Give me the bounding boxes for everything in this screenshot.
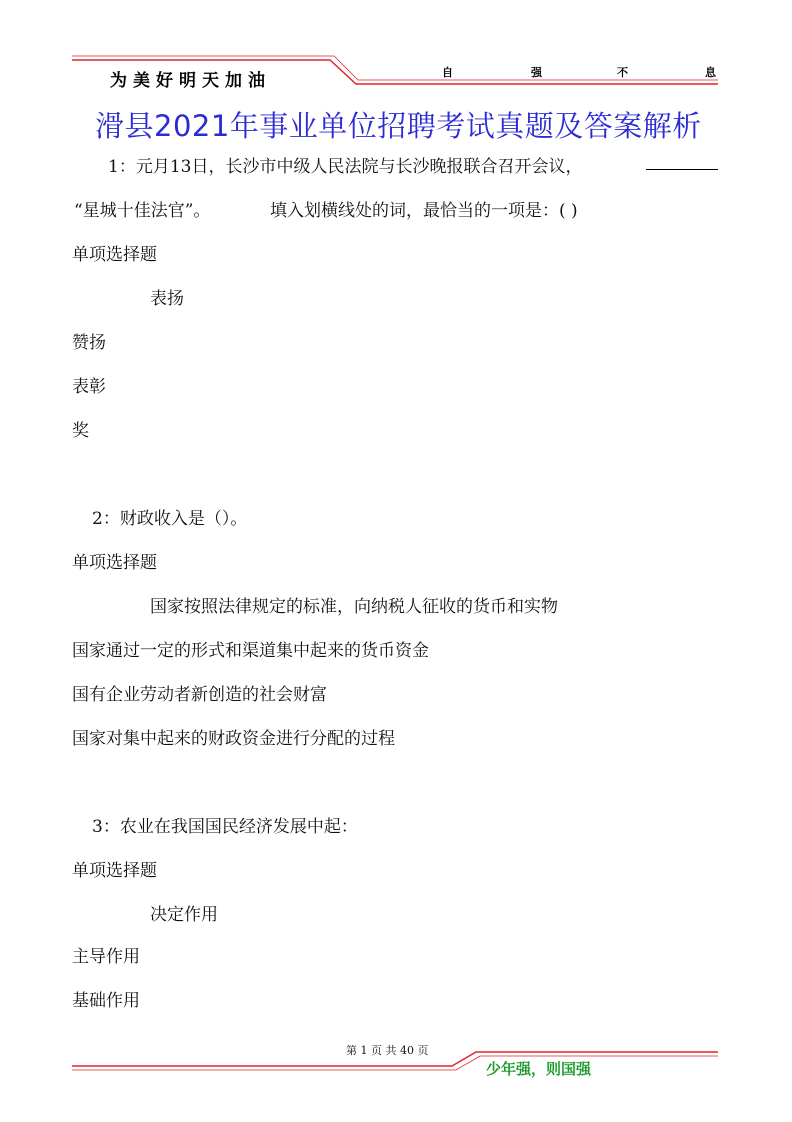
motto-char: 自 <box>442 66 453 79</box>
page-title: 滑县2021年事业单位招聘考试真题及答案解析 <box>95 109 702 143</box>
fill-blank <box>646 169 718 170</box>
option-b[interactable]: 赞扬 <box>72 333 106 353</box>
option-c[interactable]: 表彰 <box>72 377 106 397</box>
motto-char: 息 <box>705 66 716 79</box>
option-a[interactable]: 决定作用 <box>150 905 218 925</box>
option-a[interactable]: 国家按照法律规定的标准，向纳税人征收的货币和实物 <box>150 597 558 617</box>
option-c[interactable]: 基础作用 <box>72 991 140 1011</box>
option-c[interactable]: 国有企业劳动者新创造的社会财富 <box>72 685 327 705</box>
question-type: 单项选择题 <box>72 861 157 881</box>
motto-char: 不 <box>617 66 628 79</box>
option-d[interactable]: 国家对集中起来的财政资金进行分配的过程 <box>72 729 395 749</box>
question-stem-text: 1：元月13日，长沙市中级人民法院与长沙晚报联合召开会议， <box>108 157 583 177</box>
option-b[interactable]: 国家通过一定的形式和渠道集中起来的货币资金 <box>72 641 429 661</box>
question-type: 单项选择题 <box>72 553 157 573</box>
footer-slogan: 少年强，则国强 <box>486 1060 592 1078</box>
header-motto-left: 为美好明天加油 <box>110 71 271 91</box>
page-number: 第 1 页 共 40 页 <box>346 1044 429 1057</box>
question-type: 单项选择题 <box>72 245 157 265</box>
question-instruction: 填入划横线处的词，最恰当的一项是：( ) <box>270 201 578 221</box>
option-a[interactable]: 表扬 <box>150 289 184 309</box>
footer-rule <box>0 1040 792 1080</box>
question-stem-cont: “星城十佳法官”。 <box>74 201 211 221</box>
question-stem: 3：农业在我国国民经济发展中起： <box>92 817 358 837</box>
question-stem <box>108 152 582 177</box>
option-d[interactable]: 奖 <box>72 421 89 441</box>
motto-char: 强 <box>531 66 542 79</box>
option-b[interactable]: 主导作用 <box>72 947 140 967</box>
question-stem: 2：财政收入是（）。 <box>92 509 248 529</box>
